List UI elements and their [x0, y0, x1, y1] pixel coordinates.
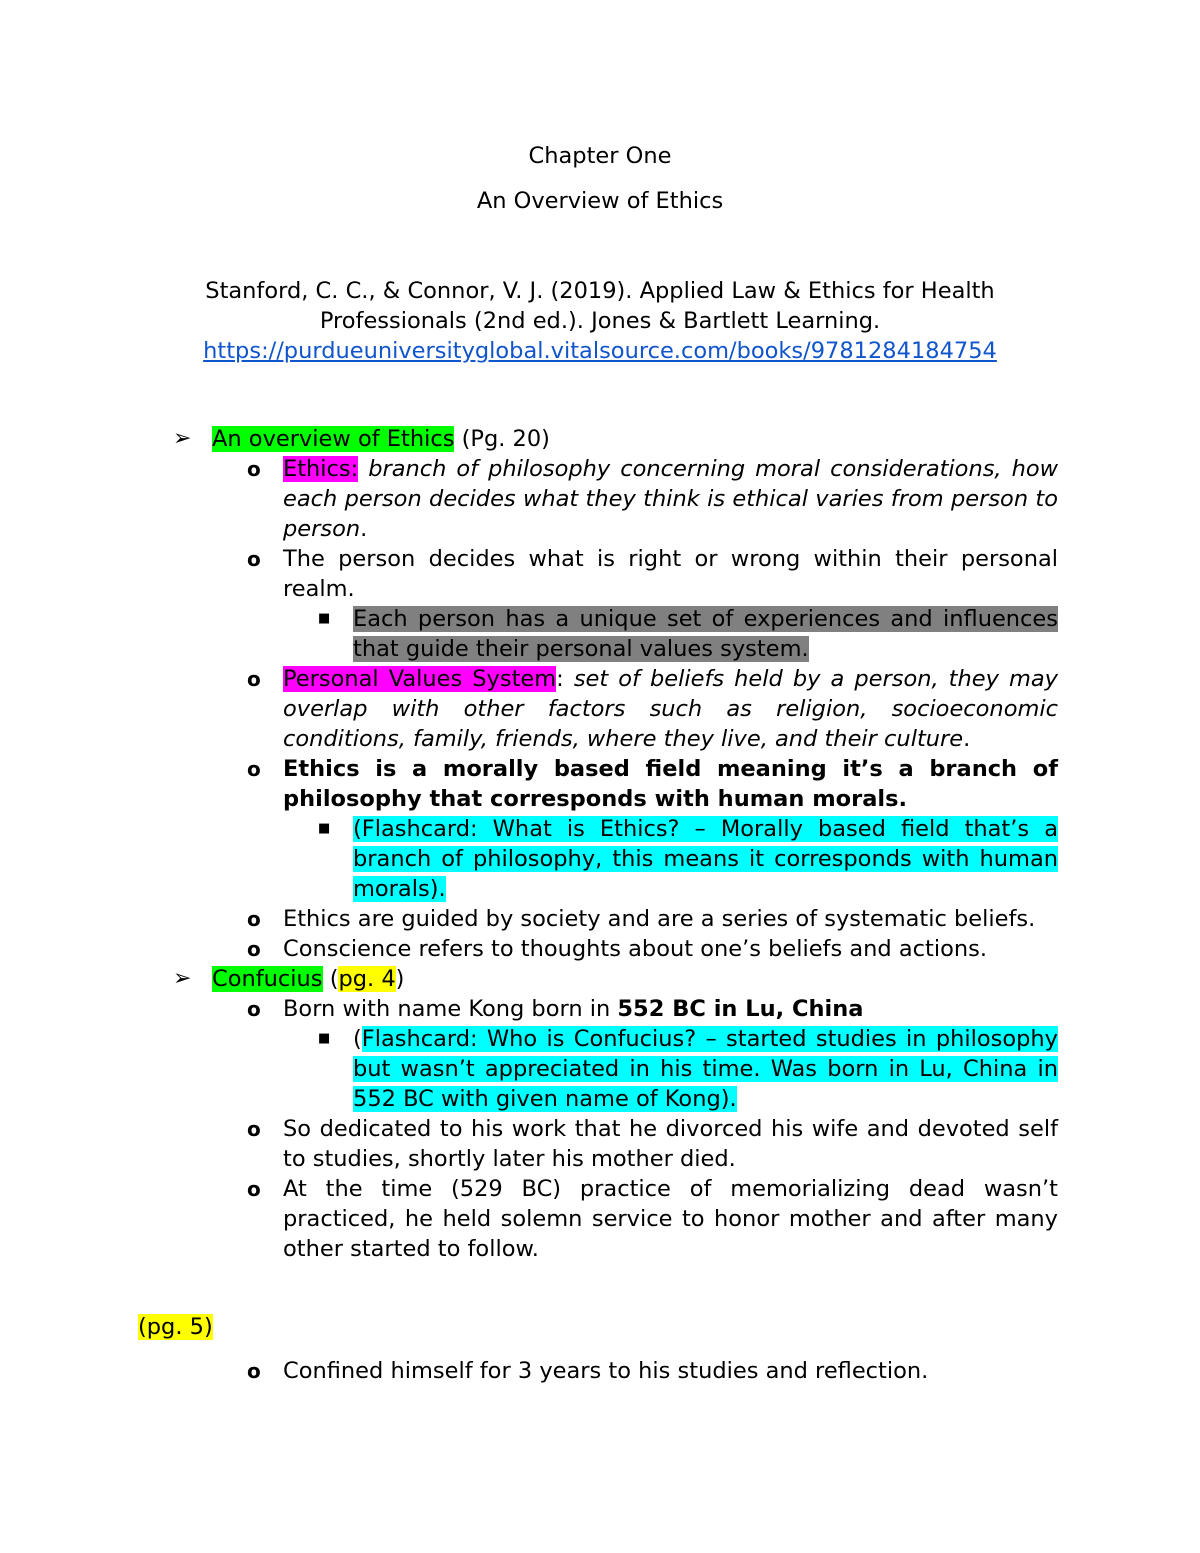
list-item-guided: o Ethics are guided by society and are a series of systematic beliefs.	[247, 906, 1036, 932]
list-item-dedicated: o So dedicated to his work that he divorced his wife and devoted self to studies, shortly later his mother died.	[247, 1116, 1058, 1172]
page-reference: (Pg. 20)	[461, 426, 550, 452]
citation-link[interactable]: https://purdueuniversityglobal.vitalsource.com/books/9781284184754	[203, 338, 997, 364]
section-heading: Confucius	[212, 966, 323, 992]
circle-bullet-icon: o	[247, 937, 261, 961]
circle-bullet-icon: o	[247, 667, 261, 691]
square-bullet-icon: ■	[318, 1031, 331, 1046]
list-item-confucius: ➢ Confucius (pg. 4)	[173, 966, 405, 992]
list-item-morally-based: o Ethics is a morally based field meaning it’s a branch of philosophy that corresponds with human morals.	[247, 756, 1058, 812]
list-item-overview	[0, 424, 1058, 454]
circle-bullet-icon: o	[247, 997, 261, 1021]
circle-bullet-icon: o	[247, 1117, 261, 1141]
term-pvs: Personal Values System	[283, 666, 557, 692]
chapter-title: Chapter One	[528, 143, 672, 169]
list-item-born: o Born with name Kong born in 552 BC in Lu, China	[247, 996, 864, 1022]
square-bullet-icon: ■	[318, 611, 331, 626]
list-item-flashcard-confucius: ■ (Flashcard: Who is Confucius? – started studies in philosophy but wasn’t appreciated in his time. Was born in Lu, China in 552 BC with given name of Kong).	[318, 1026, 1058, 1112]
circle-bullet-icon: o	[247, 457, 261, 481]
list-item-confined: o Confined himself for 3 years to his studies and reflection.	[247, 1358, 929, 1384]
arrow-bullet-icon: ➢	[173, 426, 192, 451]
circle-bullet-icon: o	[247, 1177, 261, 1201]
list-item-conscience: o Conscience refers to thoughts about one’s beliefs and actions.	[247, 936, 987, 962]
list-item-flashcard-ethics: ■ (Flashcard: What is Ethics? – Morally based field that’s a branch of philosophy, this means it corresponds with human morals).	[318, 816, 1058, 902]
definition-ethics: branch of philosophy concerning moral considerations, how each person decides what they think is ethical varies from person to person	[283, 456, 1058, 542]
citation	[0, 276, 1200, 366]
circle-bullet-icon: o	[247, 547, 261, 571]
section-heading: An overview of Ethics	[212, 426, 455, 452]
circle-bullet-icon: o	[247, 757, 261, 781]
chapter-subtitle: An Overview of Ethics	[476, 188, 724, 214]
definition-pvs: set of beliefs held by a person, they may overlap with other factors such as religion, socioeconomic conditions, family, friends, where they live, and their culture	[283, 666, 1058, 752]
list-item-confined-wrap	[0, 1356, 1200, 1386]
term-ethics: Ethics:	[283, 456, 359, 482]
citation-text: Stanford, C. C., & Connor, V. J. (2019). Applied Law & Ethics for Health Professionals (2nd ed.). Jones & Bartlett Learning.	[205, 278, 995, 334]
list-item-ethics-def: o Ethics: branch of philosophy concerning moral considerations, how each person decides what they think is ethical varies from person to person.	[247, 456, 1058, 542]
square-bullet-icon: ■	[318, 821, 331, 836]
page-reference-5: (pg. 5)	[138, 1314, 213, 1340]
list-item-experiences: ■ Each person has a unique set of experiences and influences that guide their personal values system.	[318, 606, 1058, 662]
list-item-pvs: o Personal Values System: set of beliefs held by a person, they may overlap with other factors such as religion, socioeconomic conditions, family, friends, where they live, and their culture.	[247, 666, 1058, 752]
list-item-person-decides: o The person decides what is right or wrong within their personal realm.	[247, 546, 1058, 602]
page-reference: pg. 4	[338, 966, 396, 992]
list-item-memorial: o At the time (529 BC) practice of memorializing dead wasn’t practiced, he held solemn service to honor mother and after many other started to follow.	[247, 1176, 1058, 1262]
notes-list	[0, 424, 1200, 1264]
circle-bullet-icon: o	[247, 907, 261, 931]
arrow-bullet-icon: ➢	[173, 966, 192, 991]
circle-bullet-icon: o	[247, 1359, 261, 1383]
